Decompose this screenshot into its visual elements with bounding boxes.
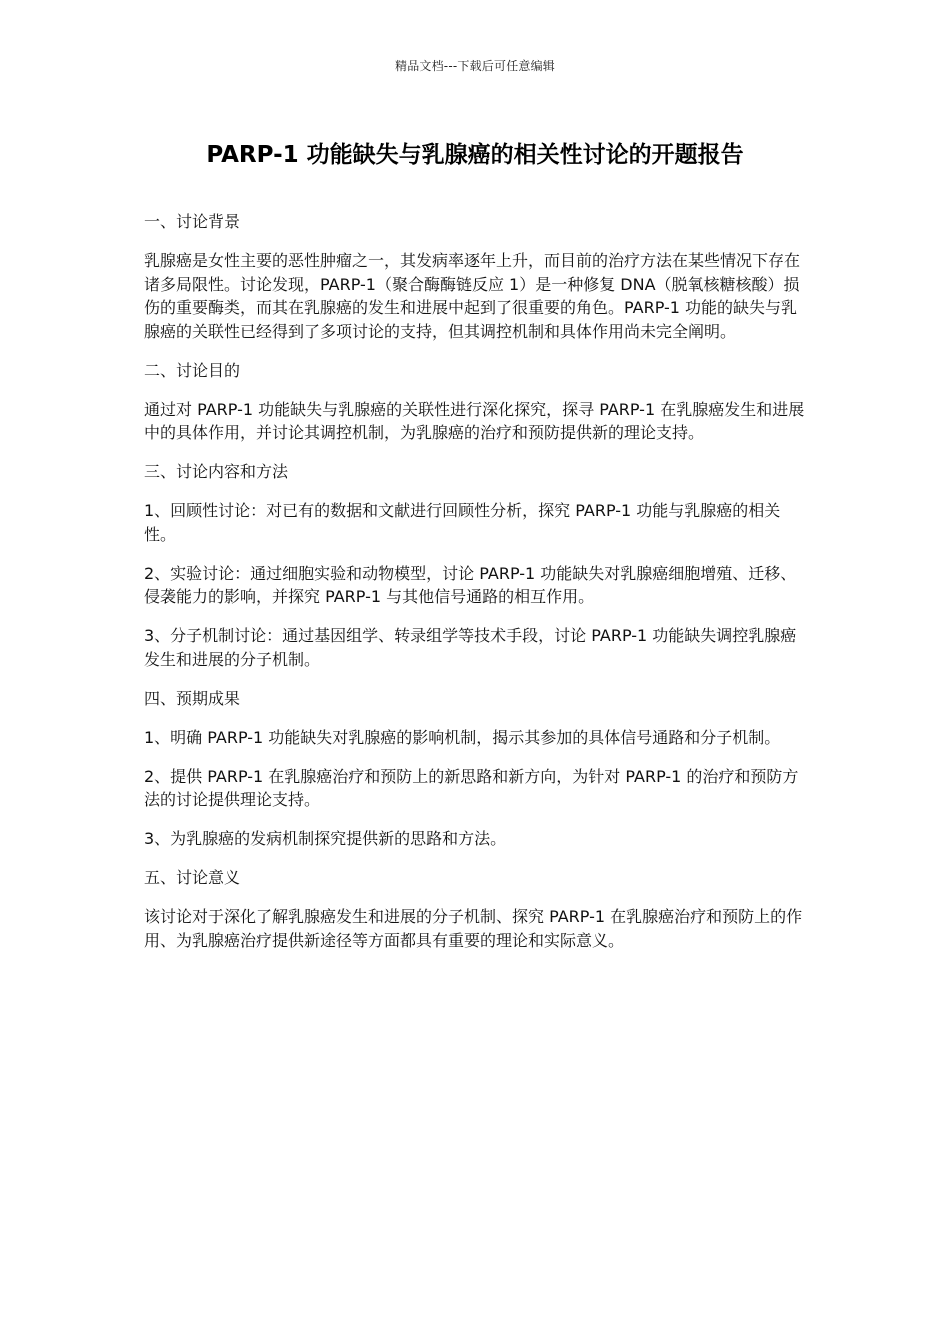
section-heading-methods: 三、讨论内容和方法 bbox=[144, 462, 289, 481]
outcomes-item: 2、提供 PARP-1 在乳腺癌治疗和预防上的新思路和新方向，为针对 PARP-1 的治疗和预防方法的讨论提供理论支持。 bbox=[144, 766, 799, 809]
outcomes-item: 1、明确 PARP-1 功能缺失对乳腺癌的影响机制，揭示其参加的具体信号通路和分子机制。 bbox=[144, 727, 781, 747]
section-heading-significance: 五、讨论意义 bbox=[144, 868, 241, 887]
page-title: PARP-1 功能缺失与乳腺癌的相关性讨论的开题报告 bbox=[206, 142, 744, 168]
section-body-background: 乳腺癌是女性主要的恶性肿瘤之一，其发病率逐年上升，而目前的治疗方法在某些情况下存在诸多局限性。讨论发现，PARP-1（聚合酶酶链反应 1）是一种修复 DNA（脱氧核糖核酸）损伤的重要酶类，而其在乳腺癌的发生和进展中起到了很重要的角色。PARP-1 功能的缺失与乳腺癌的关联性已经得到了多项讨论的支持，但其调控机制和具体作用尚未完全阐明。 bbox=[144, 251, 801, 341]
methods-item: 2、实验讨论：通过细胞实验和动物模型，讨论 PARP-1 功能缺失对乳腺癌细胞增殖、迁移、侵袭能力的影响，并探究 PARP-1 与其他信号通路的相互作用。 bbox=[144, 563, 797, 606]
section-heading-background: 一、讨论背景 bbox=[144, 212, 241, 231]
methods-item: 3、分子机制讨论：通过基因组学、转录组学等技术手段，讨论 PARP-1 功能缺失调控乳腺癌发生和进展的分子机制。 bbox=[144, 626, 797, 669]
section-heading-purpose: 二、讨论目的 bbox=[144, 360, 241, 380]
outcomes-item: 3、为乳腺癌的发病机制探究提供新的思路和方法。 bbox=[144, 829, 507, 848]
section-body-purpose: 通过对 PARP-1 功能缺失与乳腺癌的关联性进行深化探究，探寻 PARP-1 在乳腺癌发生和进展中的具体作用，并讨论其调控机制，为乳腺癌的治疗和预防提供新的理论支持。 bbox=[144, 399, 805, 442]
section-heading-outcomes: 四、预期成果 bbox=[144, 688, 241, 708]
document-body bbox=[144, 210, 808, 968]
section-body-significance: 该讨论对于深化了解乳腺癌发生和进展的分子机制、探究 PARP-1 在乳腺癌治疗和预防上的作用、为乳腺癌治疗提供新途径等方面都具有重要的理论和实际意义。 bbox=[144, 907, 803, 950]
methods-item: 1、回顾性讨论：对已有的数据和文献进行回顾性分析，探究 PARP-1 功能与乳腺癌的相关性。 bbox=[144, 501, 781, 544]
header-note: 精品文档---下载后可任意编辑 bbox=[395, 59, 555, 73]
